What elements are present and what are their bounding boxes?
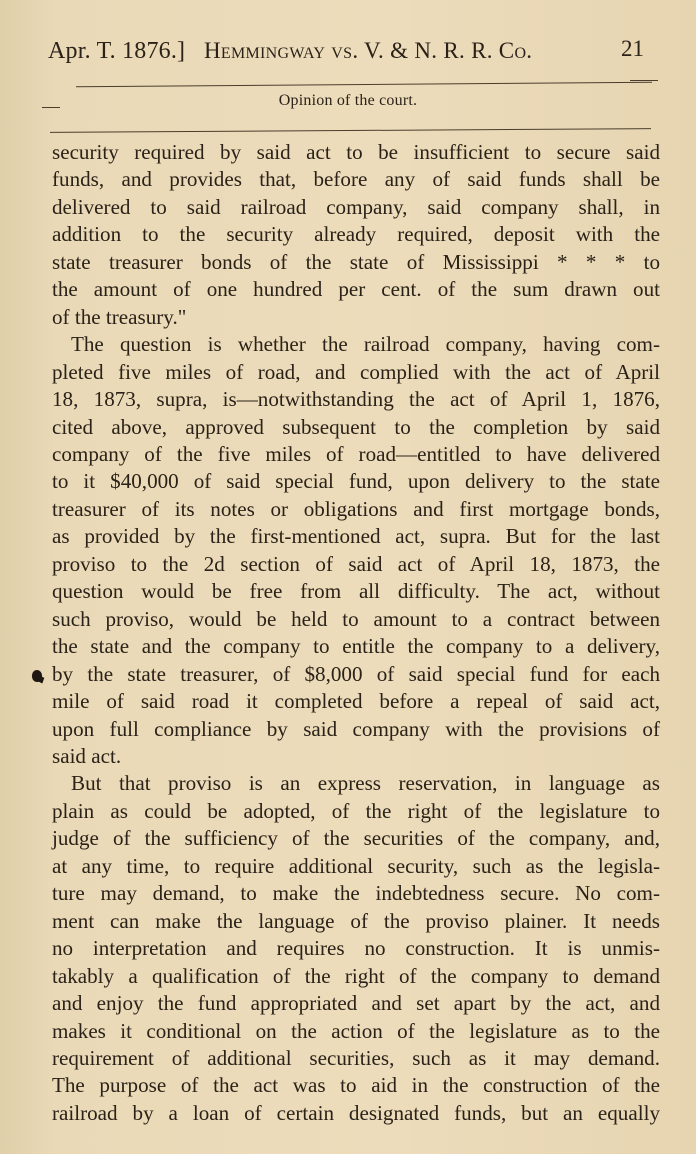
page-number: 21	[621, 36, 644, 61]
text-line: takably a qualification of the right of the company to demand	[52, 963, 660, 988]
text-line: proviso to the 2d section of said act of April 18, 1873, the	[52, 551, 660, 576]
text-line: The question is whether the railroad company, having com-	[71, 332, 660, 357]
text-line: by the state treasurer, of $8,000 of said special fund for each	[52, 661, 660, 686]
text-line: treasurer of its notes or obligations and first mortgage bonds,	[52, 496, 660, 521]
text-line: pleted five miles of road, and complied with the act of April	[52, 359, 660, 384]
text-line: state treasurer bonds of the state of Mississippi * * * to	[52, 249, 660, 274]
header-rule-top-right	[630, 80, 658, 81]
text-line: mile of said road it completed before a repeal of said act,	[52, 689, 660, 714]
text-line: But that proviso is an express reservation, in language as	[71, 771, 660, 796]
text-line: judge of the sufficiency of the securities of the company, and,	[52, 826, 660, 851]
text-line: of the treasury."	[52, 304, 187, 329]
text-line: company of the five miles of road—entitled to have delivered	[52, 441, 660, 466]
running-head-term: Apr. T. 1876.]	[48, 38, 186, 64]
text-line: security required by said act to be insufficient to secure said	[52, 140, 660, 164]
text-line: The purpose of the act was to aid in the construction of the	[52, 1073, 660, 1098]
text-line: cited above, approved subsequent to the completion by said	[52, 414, 660, 439]
text-line: delivered to said railroad company, said company shall, in	[52, 194, 660, 219]
text-line: the amount of one hundred per cent. of the sum drawn out	[52, 277, 660, 302]
text-line: to it $40,000 of said special fund, upon delivery to the state	[52, 469, 660, 494]
text-line: said act.	[52, 743, 122, 768]
text-line: the state and the company to entitle the company to a delivery,	[52, 634, 660, 659]
opinion-subhead: Opinion of the court.	[278, 92, 418, 109]
text-line: addition to the security already required, deposit with the	[52, 222, 660, 247]
text-line: question would be free from all difficulty. The act, without	[52, 579, 660, 604]
running-head-title: Hemmingway vs. V. & N. R. R. Co.	[204, 38, 533, 63]
opinion-text	[52, 139, 660, 1127]
text-line: ment can make the language of the proviso plainer. It needs	[52, 908, 660, 933]
text-line: at any time, to require additional security, such as the legisla-	[52, 853, 660, 878]
running-header	[48, 36, 654, 70]
text-line: and enjoy the fund appropriated and set apart by the act, and	[52, 991, 660, 1016]
header-rule-bottom	[50, 128, 651, 133]
text-line: such proviso, would be held to amount to a contract between	[52, 606, 660, 631]
text-line: makes it conditional on the action of the legislature as to the	[52, 1018, 660, 1043]
text-line: funds, and provides that, before any of said funds shall be	[52, 167, 660, 192]
text-line: requirement of additional securities, such as it may demand.	[52, 1045, 660, 1070]
header-rule-top	[76, 82, 652, 88]
text-line: as provided by the first-mentioned act, supra. But for the last	[52, 524, 660, 549]
text-line: no interpretation and requires no construction. It is unmis-	[52, 936, 660, 961]
printer-mark-icon	[30, 668, 43, 684]
text-line: railroad by a loan of certain designated funds, but an equally	[52, 1100, 660, 1125]
text-line: 18, 1873, supra, is—notwithstanding the act of April 1, 1876,	[52, 387, 660, 412]
text-line: upon full compliance by said company with the provisions of	[52, 716, 660, 741]
text-line: plain as could be adopted, of the right of the legislature to	[52, 798, 660, 823]
text-line: ture may demand, to make the indebtedness secure. No com-	[52, 881, 660, 906]
